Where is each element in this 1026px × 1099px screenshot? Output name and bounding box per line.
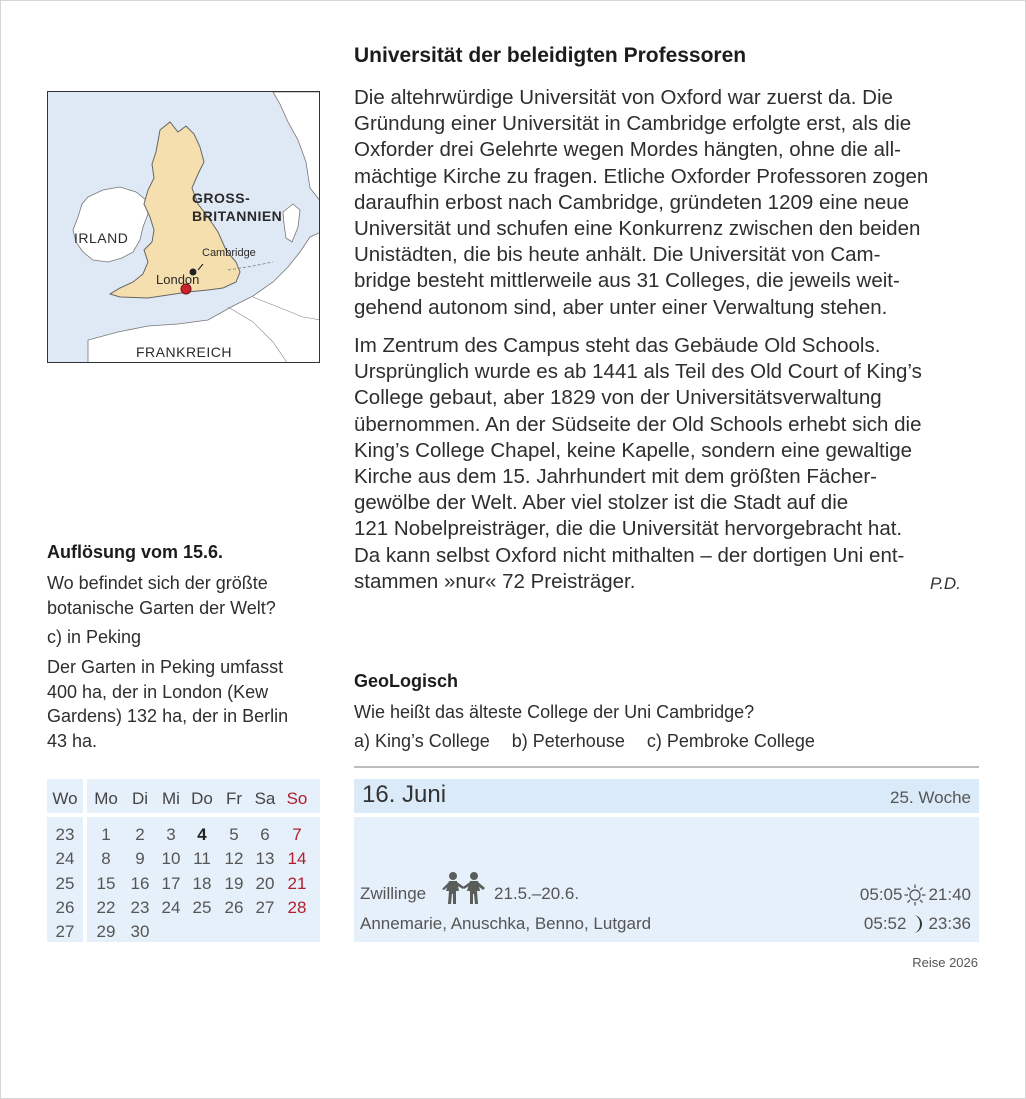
calendar-day: 3: [166, 825, 176, 844]
label-ireland: IRLAND: [74, 230, 129, 246]
text-line: Kirche aus dem 15. Jahrhundert mit dem größten Fächer-: [354, 465, 877, 489]
calendar-day-header: Mi: [162, 789, 180, 808]
quiz-option-c: c) Pembroke College: [646, 731, 815, 751]
text-line: Gründung einer Universität in Cambridge erfolgte erst, als die: [354, 112, 912, 136]
text-line: Ursprünglich wurde es ab 1441 als Teil des Old Court of King’s: [354, 360, 922, 384]
calendar-day: 10: [161, 849, 181, 868]
quiz-option-a: a) King’s College: [354, 731, 490, 751]
quiz-option-b: b) Peterhouse: [511, 731, 625, 751]
calendar-week-number: 27: [55, 922, 75, 941]
calendar-day: 15: [96, 874, 116, 893]
text-line: botanische Garten der Welt?: [47, 597, 276, 618]
calendar-week-number: 25: [55, 874, 75, 893]
label-great-britain: [192, 189, 282, 225]
calendar-day: 16: [130, 874, 150, 893]
label-france: FRANKREICH: [136, 344, 233, 360]
calendar-day: 19: [224, 874, 244, 893]
text-line: bridge besteht mittlerweile aus 31 Colleges, die jeweils weit-: [354, 269, 900, 293]
month-calendar: [47, 779, 320, 942]
text-line: 43 ha.: [47, 730, 98, 751]
text-line: College gebaut, aber 1829 von der Universitätsverwaltung: [354, 386, 882, 410]
calendar-day: 6: [260, 825, 270, 844]
calendar-day-header: Mo: [94, 789, 118, 808]
text-line: übernommen. An der Südseite der Old Schools erhebt sich die: [354, 412, 922, 436]
text-line: gewölbe der Welt. Aber viel stolzer ist die Stadt auf die: [354, 491, 849, 515]
calendar-day: 2: [135, 825, 145, 844]
quiz-options: [354, 731, 832, 752]
label-cambridge: Cambridge: [202, 247, 256, 259]
calendar-day-header: Do: [191, 789, 213, 808]
calendar-day: 29: [96, 922, 116, 941]
calendar-day-header: So: [286, 789, 308, 808]
solution-answer: [47, 625, 141, 650]
moonset-time: 23:36: [928, 914, 971, 933]
gemini-twins-icon: [440, 871, 488, 905]
calendar-day: 17: [161, 874, 181, 893]
day-panel: [354, 779, 979, 942]
text-line: Unistädten, die bis heute anhält. Die Universität von Cam-: [354, 243, 881, 267]
day-week: 25. Woche: [890, 788, 971, 807]
solution-title: Auflösung vom 15.6.: [47, 542, 224, 562]
calendar-day: 26: [224, 898, 244, 917]
calendar-day: 18: [192, 874, 212, 893]
quiz-question: Wie heißt das älteste College der Uni Cambridge?: [354, 702, 755, 722]
moon-icon: [910, 914, 924, 934]
moon-times: [864, 914, 971, 934]
day-date: 16. Juni: [362, 781, 447, 808]
label-london: London: [156, 272, 200, 287]
article-paragraph-1: [354, 85, 984, 321]
calendar-day: 14: [287, 849, 307, 868]
calendar-day: 12: [224, 849, 244, 868]
text-line: Universität und schufen eine Konkurrenz zwischen den beiden: [354, 217, 921, 241]
calendar-day: 24: [161, 898, 181, 917]
calendar-day-header: Fr: [225, 789, 243, 808]
calendar-day: 13: [255, 849, 275, 868]
calendar-day: 8: [101, 849, 111, 868]
calendar-day: 22: [96, 898, 116, 917]
calendar-day: 7: [292, 825, 302, 844]
text-line: daraufhin erbost nach Cambridge, gründeten 1209 eine neue: [354, 190, 910, 214]
sun-icon: [904, 884, 926, 906]
text-line: Wo befindet sich der größte: [47, 573, 268, 593]
text-line: Da kann selbst Oxford nicht mithalten – der dortigen Uni ent-: [354, 543, 905, 567]
solution-explanation: [47, 655, 288, 753]
text-line: stammen »nur« 72 Preisträger.: [354, 569, 636, 593]
sun-times: [860, 884, 971, 906]
solution-question: [47, 571, 276, 620]
calendar-day: 20: [255, 874, 275, 893]
text-line: 400 ha, der in London (Kew: [47, 681, 269, 702]
calendar-week-number: 23: [55, 825, 75, 844]
article-author: P.D.: [930, 574, 961, 593]
calendar-day: 1: [101, 825, 111, 844]
calendar-column-gap: [83, 779, 87, 942]
calendar-header-divider: [47, 813, 320, 817]
calendar-day: 23: [130, 898, 150, 917]
text-line: c) in Peking: [47, 627, 142, 647]
day-header: [354, 779, 979, 813]
map-graphic: [48, 92, 320, 363]
zodiac-sign: Zwillinge: [360, 884, 427, 903]
zodiac-range: 21.5.–20.6.: [494, 884, 580, 903]
text-line: gehend autonom sind, aber unter einer Verwaltung stehen.: [354, 295, 888, 319]
calendar-day: 25: [192, 898, 212, 917]
calendar-day-header: Sa: [254, 789, 276, 808]
text-line: Gardens) 132 ha, der in Berlin: [47, 706, 289, 726]
text-line: 121 Nobelpreisträger, die die Universität hervorgebracht hat.: [354, 517, 903, 541]
calendar-day: 28: [287, 898, 307, 917]
day-header-divider: [354, 813, 979, 817]
calendar-day: 11: [193, 849, 211, 868]
calendar-week-number: 26: [55, 898, 75, 917]
map-great-britain: [47, 91, 320, 363]
calendar-day: 5: [229, 825, 239, 844]
footer-label: Reise 2026: [912, 955, 978, 970]
moonrise-time: 05:52: [863, 914, 907, 933]
text-line: Im Zentrum des Campus steht das Gebäude Old Schools.: [354, 334, 881, 357]
calendar-week-number: 24: [55, 849, 75, 868]
text-line: King’s College Chapel, keine Kapelle, sondern eine gewaltige: [354, 438, 913, 462]
name-days: Annemarie, Anuschka, Benno, Lutgard: [360, 914, 652, 933]
calendar-day: 4: [197, 825, 207, 844]
sunrise-time: 05:05: [859, 885, 903, 904]
calendar-day: 9: [135, 849, 145, 868]
calendar-day: 27: [255, 898, 275, 917]
label-gb-line2: BRITANNIEN: [192, 208, 283, 224]
text-line: mächtige Kirche zu fragen. Etliche Oxforder Professoren zogen: [354, 164, 929, 188]
calendar-day-header: Di: [131, 789, 149, 808]
label-gb-line1: GROSS-: [192, 190, 251, 206]
calendar-day: 21: [287, 874, 307, 893]
quiz-title: GeoLogisch: [354, 671, 459, 691]
calendar-day: 30: [130, 922, 150, 941]
article-title: Universität der beleidigten Professoren: [354, 44, 747, 67]
sunset-time: 21:40: [928, 885, 971, 904]
divider-line: [354, 766, 979, 768]
article-paragraph-2: [354, 333, 984, 595]
text-line: Der Garten in Peking umfasst: [47, 657, 284, 677]
calendar-week-header: Wo: [52, 789, 78, 808]
text-line: Oxforder drei Gelehrte wegen Mordes hängten, ohne die all-: [354, 138, 901, 162]
text-line: Die altehrwürdige Universität von Oxford war zuerst da. Die: [354, 86, 893, 109]
